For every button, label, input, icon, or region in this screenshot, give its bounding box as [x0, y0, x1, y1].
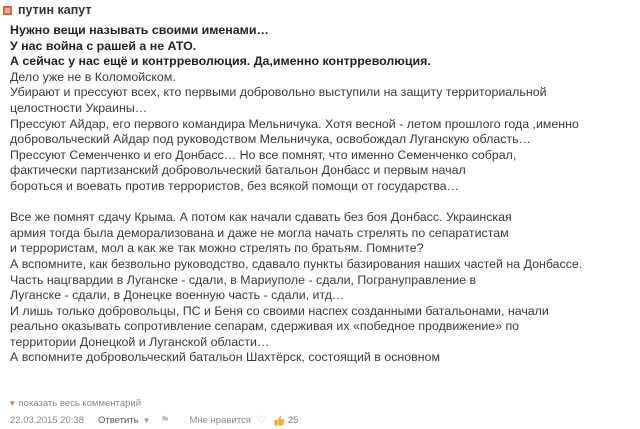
comment-line: Луганске - сдали, в Донецке военную часть - сдали, итд… [10, 288, 345, 303]
heart-icon[interactable]: ♡ [256, 415, 266, 426]
reply-button[interactable] [98, 415, 151, 426]
comment-line: А вспомните, как безвольно руководство, сдавало пункты базирования наших частей на Донбассе. [10, 256, 583, 271]
comment-line: целостности Украины… [10, 100, 148, 115]
comment-line: Прессуют Айдар, его первого командира Мельничука. Хотя весной - летом прошлого года ,именно [10, 116, 579, 131]
comment-footer [10, 415, 298, 426]
username-link[interactable]: путин капут [18, 3, 92, 17]
comment-line: и террористам, мол а как же так можно стрелять по братьям. Помните? [10, 241, 424, 256]
comment-bold-line: Нужно вещи называть своими именами… [10, 23, 269, 37]
show-full-comment-link[interactable] [10, 398, 141, 409]
like-label: Мне нравится [189, 415, 251, 426]
comment-line: территории Донецкой и Луганской области… [10, 334, 270, 349]
text-fade-overlay [0, 383, 640, 397]
comment-line: Часть нацгвардии в Луганске - сдали, в Мариуполе - сдали, Погрануправление в [10, 272, 477, 287]
comment-bold-line: У нас война с рашей а не АТО. [10, 38, 197, 53]
show-full-comment-label: показать весь комментарий [18, 398, 141, 409]
comment-line: И лишь только добровольцы, ПС и Беня со своими наспех созданными батальонами, начали [10, 303, 549, 318]
comment-line: добровольческий Айдар под руководством Мельничука, освобождал Луганскую область… [10, 132, 531, 147]
reply-label: Ответить [97, 415, 139, 426]
comment-body [10, 23, 630, 366]
comment-line: Дело уже не в Коломойском. [10, 69, 176, 84]
comment-line: Прессуют Семенченко и его Донбасс… Но все помнят, что именно Семенченко собрал, [10, 147, 517, 162]
comment-line: армия тогда была деморализована и даже не могла начать стрелять по сепаратистам [10, 225, 509, 240]
comment-line: бороться и воевать против террористов, без всякой помощи от государства… [10, 178, 459, 193]
comment-line: Все же помнят сдачу Крыма. А потом как начали сдавать без боя Донбасс. Украинская [10, 210, 512, 225]
comment-line: фактически партизанский добровольческий батальон Донбасс и первым начал [10, 163, 466, 178]
chevron-down-icon: ▼ [142, 416, 151, 425]
comment-line: реально оказывать сопротивление сепарам, сдерживая их «победное продвижение» по [10, 319, 520, 334]
comment-line: Убирают и прессуют всех, кто первыми добровольно выступили на защиту территориальной [10, 85, 547, 100]
comment-timestamp: 22.03.2015 20:38 [10, 415, 84, 426]
user-icon [3, 6, 12, 15]
comment-line: А вспомните добровольческий батальон Шахтёрск, состоящий в основном [10, 350, 440, 365]
thumbs-up-icon[interactable] [274, 415, 285, 426]
comment-bold-line: А сейчас у нас ещё и контрреволюция. Да,именно контрреволюция. [10, 54, 431, 69]
like-count: 25 [287, 415, 299, 426]
flag-icon[interactable]: ⚑ [160, 415, 170, 426]
chevron-down-icon: ▾ [10, 398, 15, 408]
comment-line [10, 195, 630, 211]
comment-header [0, 0, 640, 20]
